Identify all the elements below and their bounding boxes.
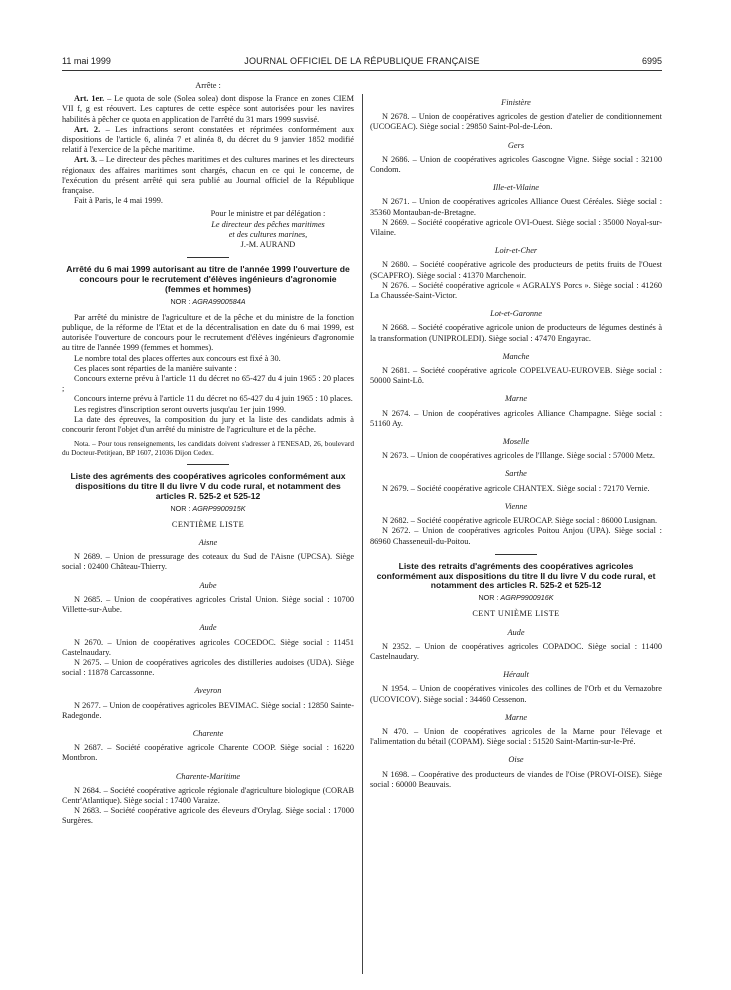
list-item: N 2684. – Société coopérative agricole régionale d'agriculture biologique (CORAB Centr'Atlantique). Siège social : 17400 Varaize.	[62, 785, 354, 805]
department-heading: Marne	[504, 712, 528, 722]
list-item: N 2672. – Union de coopératives agricoles Poitou Anjou (UPA). Siège social : 86960 Chasseneuil-du-Poitou.	[370, 526, 662, 546]
department-heading: Moselle	[502, 437, 530, 447]
department-heading: Sarthe	[505, 469, 527, 479]
list-item: N 2677. – Union de coopératives agricoles BEVIMAC. Siège social : 12850 Sainte-Radegonde.	[62, 700, 354, 720]
list-title: Liste des agréments des coopératives agricoles conformément aux dispositions du titre II du livre V du code rural, et notamment des articles R. 525-2 et 525-12	[70, 471, 346, 501]
list-item: N 2671. – Union de coopératives agricoles Alliance Ouest Céréales. Siège social : 35360 Montauban-de-Bretagne.	[370, 197, 662, 217]
paragraph: Ces places sont réparties de la manière suivante :	[74, 363, 237, 373]
nor-code: AGRA9900584A	[192, 296, 246, 306]
department-heading: Hérault	[503, 670, 529, 680]
department-heading: Vienne	[504, 501, 528, 511]
department-heading: Finistère	[501, 98, 531, 107]
list-item: N 2680. – Société coopérative agricole des producteurs de petits fruits de l'Ouest (SCAPFRO). Siège social : 41370 Marchenoir.	[370, 260, 662, 280]
arrete-nor	[62, 297, 354, 307]
list-nor	[62, 504, 354, 514]
list-item: N 2670. – Union de coopératives agricoles COCEDOC. Siège social : 11451 Castelnaudary.	[62, 637, 354, 657]
article-3	[62, 155, 354, 196]
list-item: N 2686. – Union de coopératives agricoles Gascogne Vigne. Siège social : 32100 Condom.	[370, 154, 662, 175]
withdrawal-list-nor	[370, 593, 662, 603]
signature-name: J.-M. AURAND	[240, 240, 296, 250]
department-heading: Charente	[192, 728, 224, 738]
withdrawal-list-title: Liste des retraits d'agréments des coopératives agricoles conformément aux dispositions du titre II du livre V du code rural, et notamment des articles R. 525-2 et 525-12	[376, 560, 656, 591]
arrete-title: Arrêté du 6 mai 1999 autorisant au titre de l'année 1999 l'ouverture de concours pour le recrutement d'élèves ingénieurs d'agronomie (femmes et hommes)	[66, 264, 350, 294]
arrete-label: Arrête :	[195, 81, 221, 90]
list-item: N 1698. – Coopérative des producteurs de viandes de l'Oise (PROVI-OISE). Siège social : 60000 Beauvais.	[370, 769, 662, 789]
article-2-text: – Les infractions seront constatées et réprimées conformément aux dispositions de l'article 6, alinéa 7 et alinéa 8, du décret du 9 janvier 1852 modifié relatif à l'exercice de la pêche maritime.	[62, 124, 354, 155]
issue-date: 11 mai 1999	[62, 56, 111, 66]
department-heading: Aube	[199, 580, 217, 590]
paragraph: Le nombre total des places offertes aux concours est fixé à 30.	[74, 353, 281, 363]
department-heading: Loir-et-Cher	[494, 246, 538, 256]
article-3-label: Art. 3.	[74, 155, 98, 165]
list-item: N 470. – Union de coopératives agricoles de la Marne pour l'élevage et l'alimentation du bétail (COPAM). Siège social : 51520 Saint-Martin-sur-le-Pré.	[370, 726, 662, 747]
department-heading: Charente-Maritime	[175, 771, 241, 781]
list-heading: CENT UNIÈME LISTE	[472, 609, 560, 619]
section-divider	[495, 554, 537, 555]
column-separator	[362, 94, 363, 974]
list-item: N 2673. – Union de coopératives agricoles de l'Illange. Siège social : 57000 Metz.	[382, 451, 655, 461]
article-3-text: – Le directeur des pêches maritimes et des cultures marines et les directeurs régionaux des affaires maritimes sont chargés, chacun en ce qui le concerne, de l'exécution du présent arrêté qui sera publié au Journal officiel de la République française.	[62, 155, 354, 196]
nor-code: AGRP9900915K	[192, 503, 246, 513]
list-item: N 2352. – Union de coopératives agricoles COPADOC. Siège social : 11400 Castelnaudary.	[370, 641, 662, 661]
list-item: N 2689. – Union de pressurage des coteaux du Sud de l'Aisne (UPCSA). Siège social : 02400 Château-Thierry.	[62, 552, 354, 572]
paragraph: Par arrêté du ministre de l'agriculture et de la pêche et du ministre de la fonction publique, de la réforme de l'Etat et de la décentralisation en date du 6 mai 1999, est autorisée l'ouverture de concours pour le recrutement d'élèves ingénieurs d'agronomie au titre de l'année 1999 (femmes et hommes).	[62, 312, 354, 353]
list-item: N 2682. – Société coopérative agricole EUROCAP. Siège social : 86000 Lusignan.	[382, 516, 658, 526]
nor-label: NOR :	[170, 503, 191, 513]
paragraph: La date des épreuves, la composition du jury et la liste des candidats admis à concourir feront l'objet d'un arrêté du ministre de l'agriculture et de la pêche.	[62, 414, 354, 435]
department-heading: Aveyron	[194, 686, 222, 696]
department-heading: Ille-et-Vilaine	[493, 183, 539, 193]
signature-line-2: Le directeur des pêches maritimes	[211, 219, 325, 229]
department-heading: Aude	[199, 623, 217, 633]
list-item: N 2678. – Union de coopératives agricoles de gestion d'atelier de conditionnement (UCOGEAC). Siège social : 29850 Saint-Pol-de-Léon.	[370, 112, 662, 132]
paragraph: Les registres d'inscription seront ouverts jusqu'au 1er juin 1999.	[74, 404, 286, 414]
list-item: N 2676. – Société coopérative agricole « AGRALYS Porcs ». Siège social : 41260 La Chaussée-Saint-Victor.	[370, 280, 662, 301]
nor-label: NOR :	[478, 593, 499, 603]
paragraph: Concours externe prévu à l'article 11 du décret no 65-427 du 4 juin 1965 : 20 places ;	[62, 374, 354, 394]
list-heading: CENTIÈME LISTE	[171, 519, 245, 529]
nor-label: NOR :	[170, 296, 191, 306]
section-divider	[187, 464, 229, 465]
article-2-label: Art. 2.	[74, 124, 101, 134]
nota-paragraph: Nota. – Pour tous renseignements, les candidats doivent s'adresser à l'ENESAD, 26, boulevard du Docteur-Petitjean, BP 1607, 21036 Dijon Cedex.	[62, 439, 354, 458]
list-item: N 2683. – Société coopérative agricole des éleveurs d'Orylag. Siège social : 17000 Surgères.	[62, 806, 354, 826]
left-column	[62, 76, 354, 827]
list-item: N 2675. – Union de coopératives agricoles des distilleries audoises (UDA). Siège social : 11878 Carcassonne.	[62, 657, 354, 678]
paragraph: Concours interne prévu à l'article 11 du décret no 65-427 du 4 juin 1965 : 10 places.	[74, 394, 353, 404]
department-heading: Manche	[502, 351, 530, 361]
department-heading: Oise	[508, 755, 524, 765]
list-item: N 1954. – Union de coopératives vinicoles des collines de l'Orb et du Vernazobre (UCOVICOV). Siège social : 34460 Cessenon.	[370, 684, 662, 704]
department-heading: Aisne	[198, 538, 218, 548]
header-rule	[62, 70, 662, 71]
list-item: N 2679. – Société coopérative agricole CHANTEX. Siège social : 72170 Vernie.	[382, 483, 650, 493]
fait-a-paris: Fait à Paris, le 4 mai 1999.	[74, 196, 163, 206]
signature-line-3: et des cultures marines,	[228, 229, 308, 239]
signature-line-1: Pour le ministre et par délégation :	[210, 209, 326, 219]
article-1	[62, 94, 354, 125]
page-number: 6995	[641, 56, 662, 66]
list-item: N 2687. – Société coopérative agricole Charente COOP. Siège social : 16220 Montbron.	[62, 743, 354, 763]
department-heading: Marne	[504, 394, 528, 404]
nor-code: AGRP9900916K	[500, 593, 554, 603]
journal-title: JOURNAL OFFICIEL DE LA RÉPUBLIQUE FRANÇAISE	[244, 56, 480, 66]
list-item: N 2674. – Union de coopératives agricoles Alliance Champagne. Siège social : 51160 Ay.	[370, 408, 662, 428]
article-1-label: Art. 1er.	[74, 94, 105, 104]
section-divider	[187, 257, 229, 258]
page-header	[62, 56, 662, 70]
list-item: N 2685. – Union de coopératives agricoles Cristal Union. Siège social : 10700 Villette-sur-Aube.	[62, 594, 354, 615]
list-item: N 2681. – Société coopérative agricole COPELVEAU-EUROVEB. Siège social : 50000 Saint-Lô.	[370, 366, 662, 386]
department-heading: Aude	[507, 627, 525, 637]
list-item: N 2668. – Société coopérative agricole union de producteurs de légumes destinés à la transformation (UNIPROLEDI). Siège social : 47470 Engayrac.	[370, 323, 662, 343]
department-heading: Lot-et-Garonne	[490, 309, 542, 319]
article-1-text: – Le quota de sole (Solea solea) dont dispose la France en zones CIEM VII f, g est réouvert. Les captures de cette espèce sont autorisées pour les navires habilités à pêcher ce quota en application de l'arrêté du 31 mars 1999 susvisé.	[62, 94, 354, 124]
right-column	[370, 76, 662, 790]
department-heading: Gers	[507, 140, 525, 150]
article-2	[62, 125, 354, 156]
list-item: N 2669. – Société coopérative agricole OVI-Ouest. Siège social : 35000 Noyal-sur-Vilaine.	[370, 217, 662, 238]
